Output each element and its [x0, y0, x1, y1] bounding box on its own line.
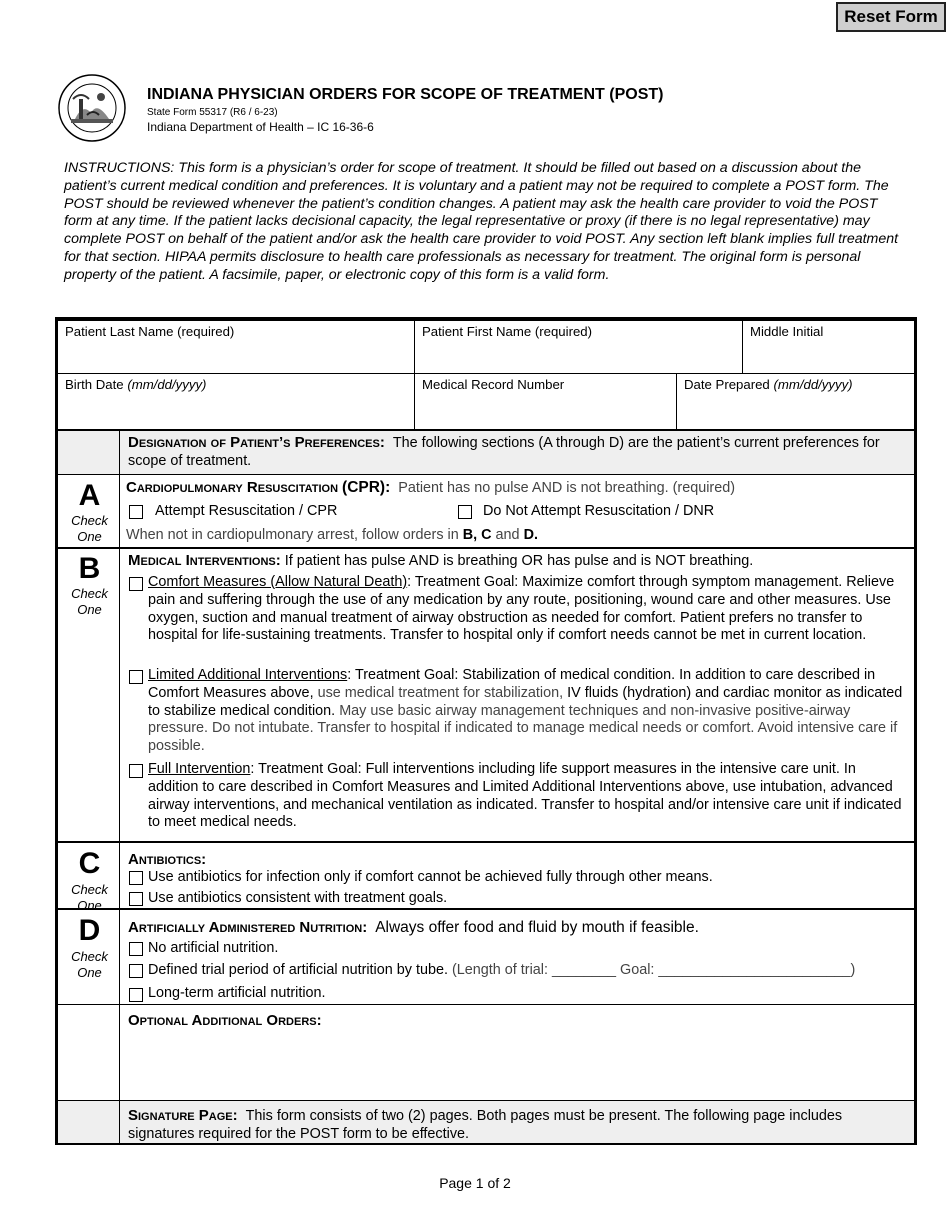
- optional-orders-heading-text: Optional Additional Orders:: [128, 1012, 322, 1029]
- no-artificial-nutrition-checkbox[interactable]: [129, 942, 143, 956]
- nutrition-option-1: No artificial nutrition.: [148, 940, 279, 956]
- state-seal-icon: [57, 73, 127, 143]
- section-b-check-one: Check One: [71, 586, 108, 617]
- nutrition-description: Always offer food and fluid by mouth if feasible.: [375, 919, 699, 936]
- cpr-note-c: C: [481, 527, 492, 543]
- antibiotics-heading: [128, 851, 206, 870]
- birth-date-label: Birth Date: [65, 377, 124, 392]
- long-term-nutrition-checkbox[interactable]: [129, 988, 143, 1002]
- optional-orders-heading: [128, 1012, 322, 1031]
- form-number: State Form 55317 (R6 / 6-23): [147, 107, 278, 118]
- antibiotics-heading-text: Antibiotics:: [128, 851, 207, 868]
- trial-goal-field[interactable]: Goal: ________________________): [620, 962, 856, 978]
- section-c-letter: C: [78, 847, 101, 880]
- section-a-letter: A: [78, 479, 101, 512]
- reset-form-button[interactable]: Reset Form: [836, 2, 946, 32]
- patient-last-name-label: Patient Last Name (required): [65, 324, 235, 339]
- section-b-letter: B: [78, 552, 101, 585]
- antibiotics-option-2: Use antibiotics consistent with treatment goals.: [148, 890, 448, 906]
- antibiotics-comfort-only-checkbox[interactable]: [129, 871, 143, 885]
- birth-date-field[interactable]: [65, 377, 405, 427]
- limited-interventions-text-a: : Treatment Goal: Stabilization of medical condition. In addition to care described in Comfort Measures above,: [148, 667, 876, 701]
- trial-length-field[interactable]: (Length of trial: ________: [451, 962, 616, 978]
- patient-first-name-label: Patient First Name (required): [422, 324, 593, 339]
- full-intervention-checkbox[interactable]: [129, 764, 143, 778]
- comfort-measures-checkbox[interactable]: [129, 577, 143, 591]
- comfort-measures-title: Comfort Measures (Allow Natural Death): [148, 574, 408, 590]
- nutrition-heading: Artificially Administered Nutrition:: [128, 919, 368, 936]
- section-a-heading-row: [126, 479, 906, 498]
- post-form-table: [55, 317, 917, 1145]
- date-prepared-format: (mm/dd/yyyy): [773, 377, 853, 392]
- signature-page-row: [128, 1107, 908, 1144]
- cpr-heading: Cardiopulmonary Resuscitation: [126, 479, 339, 496]
- limited-interventions-text-d: May use basic airway management techniques and non-invasive positive-airway pressure. Do not intubate. Transfer to hospital if indicated to manage medical needs or comfort. Avoid intensive care if possible.: [148, 702, 898, 755]
- instructions-paragraph: INSTRUCTIONS: This form is a physician’s order for scope of treatment. It should be filled out based on a discussion about the patient’s current medical condition and preferences. It is voluntary and a patient may not be required to complete a POST form. The POST should be reviewed whenever the patient’s condition changes. A patient may ask the health care provider to void the POST form at any time. If the patient lacks decisional capacity, the legal representative or proxy (if there is no legal representative) may complete POST on behalf of the patient and/or ask the health care provider to void POST. Any section left blank implies full treatment for that section. HIPAA permits disclosure to health care professionals as necessary for treatment. The original form is personal property of the patient. A facsimile, paper, or electronic copy of this form is a valid form.: [64, 160, 899, 283]
- section-d-letter: D: [78, 914, 101, 947]
- attempt-cpr-checkbox[interactable]: [129, 505, 143, 519]
- cpr-note-and: and: [495, 527, 520, 543]
- cpr-description: Patient has no pulse AND is not breathing. (required): [398, 480, 736, 496]
- cpr-abbr: (CPR):: [342, 479, 391, 496]
- designation-text: The following sections (A through D) are the patient’s current preferences for scope of treatment.: [128, 435, 880, 469]
- signature-page-heading: Signature Page:: [128, 1107, 238, 1124]
- designation-heading: Designation of Patient’s Preferences:: [128, 434, 385, 451]
- date-prepared-label: Date Prepared: [684, 377, 770, 392]
- designation-row: [128, 434, 908, 471]
- page-number: Page 1 of 2: [439, 1175, 511, 1191]
- medical-record-number-field[interactable]: [422, 377, 672, 427]
- dnr-label: Do Not Attempt Resuscitation / DNR: [483, 503, 715, 519]
- signature-page-text: This form consists of two (2) pages. Both pages must be present. The following page includes signatures required for the POST form to be effective.: [128, 1108, 843, 1142]
- comfort-measures-option: [148, 574, 908, 645]
- full-intervention-text: : Treatment Goal: Full interventions including life support measures in the intensive care unit. In addition to care described in Comfort Measures and Limited Additional Interventions above, use intubation, advanced airway interventions, and mechanical ventilation as indicated. Transfer to hospital and/or intensive care unit if indicated to meet medical needs.: [148, 761, 902, 831]
- antibiotics-option-1: Use antibiotics for infection only if comfort cannot be achieved fully through other means.: [148, 869, 713, 885]
- attempt-cpr-label: Attempt Resuscitation / CPR: [155, 503, 338, 519]
- trial-nutrition-checkbox[interactable]: [129, 964, 143, 978]
- dnr-checkbox[interactable]: [458, 505, 472, 519]
- limited-interventions-checkbox[interactable]: [129, 670, 143, 684]
- antibiotics-consistent-checkbox[interactable]: [129, 892, 143, 906]
- full-intervention-option: [148, 761, 908, 832]
- section-d-check-one: Check One: [71, 949, 108, 980]
- comfort-measures-text: : Treatment Goal: Maximize comfort through symptom management. Relieve pain and suffering through the use of any medication by any route, positioning, wound care and other measures. Use oxygen, suction and manual treatment of airway obstruction as needed for comfort. Patient prefers no transfer to hospital for life-sustaining treatments. Transfer to hospital only if comfort needs cannot be met in current location.: [148, 574, 895, 644]
- form-title: INDIANA PHYSICIAN ORDERS FOR SCOPE OF TREATMENT (POST): [147, 86, 664, 103]
- cpr-note-prefix: When not in cardiopulmonary arrest, follow orders in: [126, 527, 459, 543]
- middle-initial-label: Middle Initial: [750, 324, 824, 339]
- section-a-check-one: Check One: [71, 513, 108, 544]
- nutrition-heading-row: [128, 919, 908, 938]
- limited-interventions-option: [148, 667, 908, 756]
- cpr-note-d: D.: [523, 527, 538, 543]
- medical-interventions-heading: Medical Interventions:: [128, 552, 281, 569]
- optional-orders-field[interactable]: [124, 1033, 908, 1095]
- nutrition-option-2: Defined trial period of artificial nutrition by tube.: [148, 962, 448, 978]
- nutrition-option-3: Long-term artificial nutrition.: [148, 985, 326, 1001]
- limited-interventions-text-b: use medical treatment for stabilization,: [317, 684, 564, 701]
- department-citation: Indiana Department of Health – IC 16-36-6: [147, 120, 374, 134]
- section-c-check-one: Check One: [71, 882, 108, 913]
- limited-interventions-title: Limited Additional Interventions: [148, 667, 348, 683]
- date-prepared-field[interactable]: [684, 377, 910, 427]
- patient-last-name-field[interactable]: [65, 324, 405, 372]
- cpr-note: [126, 527, 538, 545]
- mrn-label: Medical Record Number: [422, 377, 565, 392]
- nutrition-option-2-row: [148, 962, 918, 980]
- patient-first-name-field[interactable]: [422, 324, 737, 372]
- section-b-heading-row: [128, 552, 908, 571]
- full-intervention-title: Full Intervention: [148, 761, 251, 777]
- cpr-note-b: B,: [462, 527, 478, 543]
- middle-initial-field[interactable]: [750, 324, 910, 372]
- medical-interventions-description: If patient has pulse AND is breathing OR has pulse and is NOT breathing.: [284, 553, 754, 569]
- limited-interventions-text-c: IV fluids (hydration) and cardiac monitor as indicated to stabilize medical condition.: [148, 684, 903, 719]
- birth-date-format: (mm/dd/yyyy): [127, 377, 207, 392]
